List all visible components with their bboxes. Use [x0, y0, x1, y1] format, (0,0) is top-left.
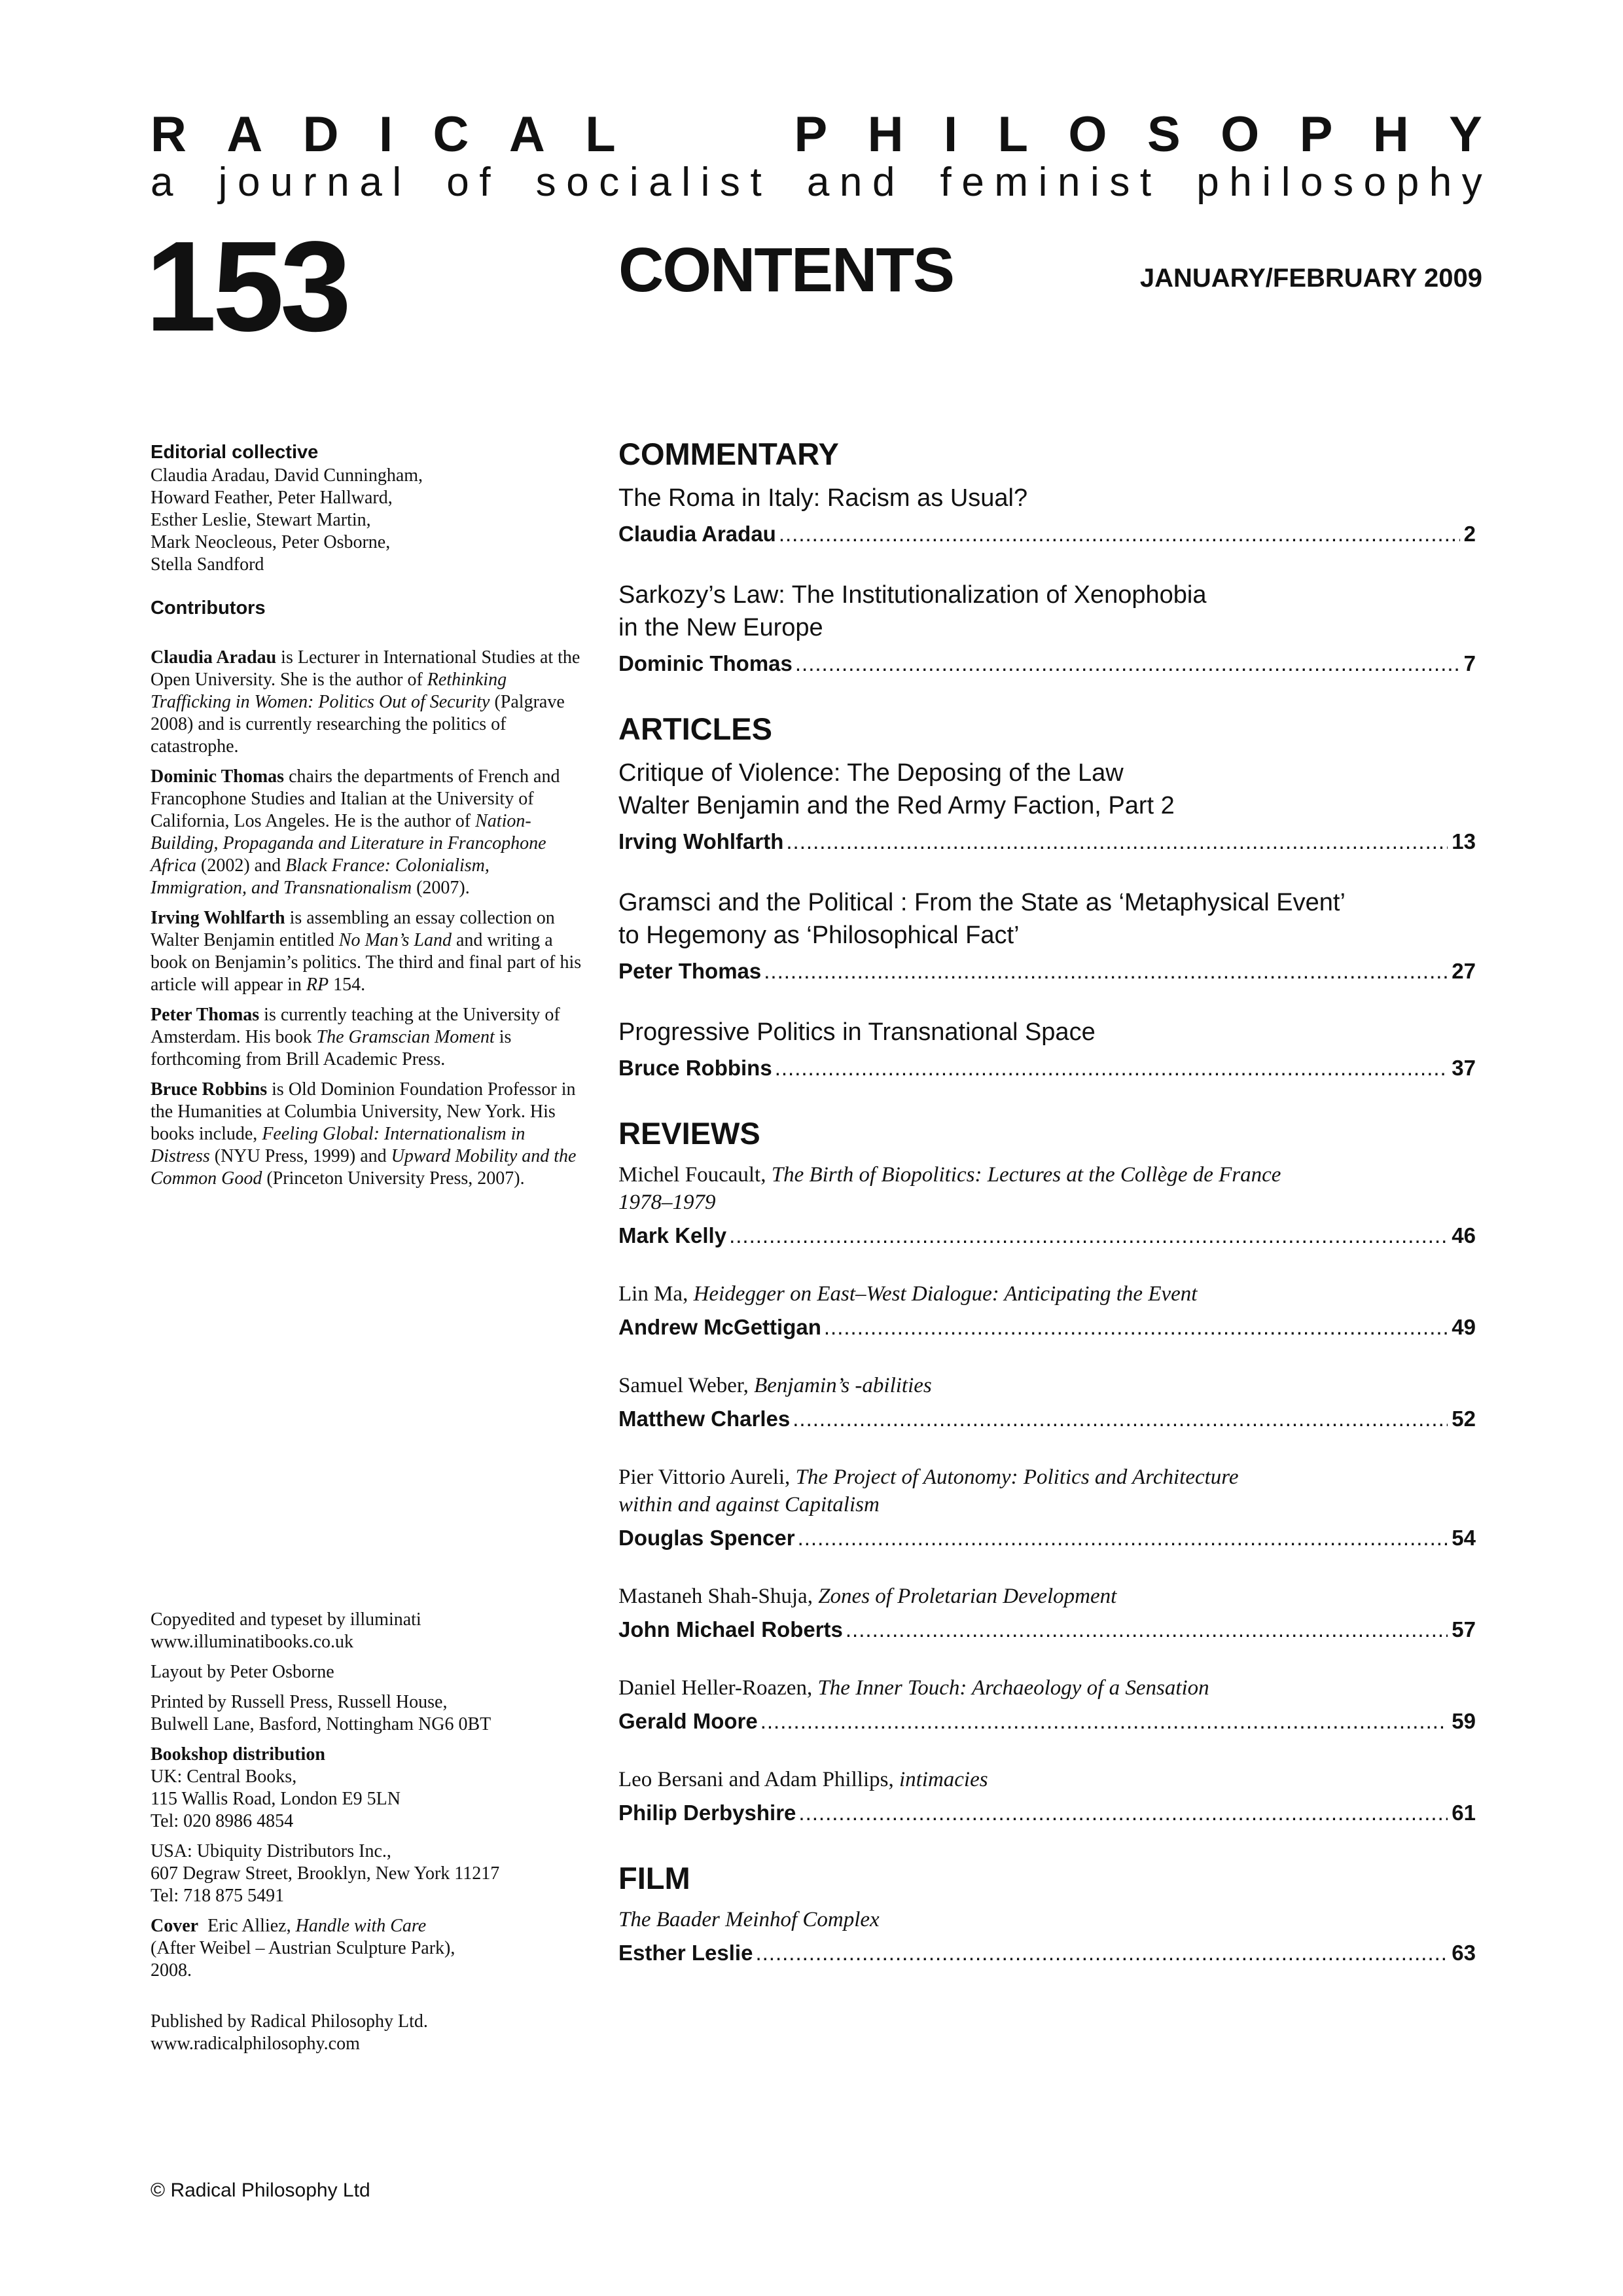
subtitle-letter: p	[1396, 160, 1419, 205]
review-book	[618, 1372, 1476, 1399]
subtitle-letter: t	[750, 160, 762, 205]
subtitle-letter: c	[599, 160, 620, 205]
entry-author: Gerald Moore	[618, 1709, 758, 1733]
cover-credit: Cover Eric Alliez, Handle with Care (After Weibel – Austrian Sculpture Park), 2008.	[151, 1916, 455, 1981]
review-book	[618, 1161, 1476, 1189]
book-title: The Baader Meinhof Complex	[618, 1908, 880, 1931]
contents-heading: CONTENTS	[618, 235, 954, 305]
entry-author: Peter Thomas	[618, 959, 762, 983]
subtitle-letter: i	[1090, 160, 1099, 205]
work-title: Rethinking Trafficking in Women: Politics Out of Security	[151, 670, 507, 712]
subtitle-letter: l	[1281, 160, 1291, 205]
journal-title	[151, 107, 1482, 162]
section-articles	[618, 709, 1476, 1083]
toc-author-line	[618, 1054, 1476, 1083]
review-book	[618, 1491, 1476, 1518]
work-title: Nation-Building, Propaganda and Literature in Francophone Africa	[151, 811, 546, 876]
bio-text: (NYU Press, 1999) and	[209, 1146, 391, 1166]
contributor-bio	[151, 1004, 582, 1071]
article-title: Progressive Politics in Transnational Space	[618, 1018, 1096, 1046]
article-title: Walter Benjamin and the Red Army Faction, Part 2	[618, 792, 1175, 819]
section-reviews	[618, 1114, 1476, 1827]
entry-author: Matthew Charles	[618, 1407, 791, 1431]
review-book	[618, 1463, 1476, 1491]
printer-credit: Printed by Russell Press, Russell House, Bulwell Lane, Basford, Nottingham NG6 0BT	[151, 1692, 491, 1734]
bio-text: (2007).	[412, 878, 470, 898]
title-letter: P	[1299, 107, 1333, 162]
subtitle-letter: r	[303, 160, 317, 205]
title-letter: O	[1068, 107, 1107, 162]
title-letter: I	[378, 107, 393, 162]
word-gap	[183, 162, 208, 203]
subtitle-letter: n	[327, 160, 349, 205]
toc-entry[interactable]	[618, 1463, 1476, 1552]
book-title: The Inner Touch: Archaeology of a Sensation	[817, 1676, 1209, 1700]
article-title: Sarkozy’s Law: The Institutionalization of Xenophobia	[618, 581, 1207, 609]
work-title: RP	[306, 975, 329, 995]
dot-leader	[798, 1524, 1448, 1552]
work-title: The Gramscian Moment	[316, 1027, 495, 1047]
book-author: Michel Foucault,	[618, 1163, 772, 1187]
subtitle-letter: y	[1461, 160, 1482, 205]
toc-author-line	[618, 520, 1476, 548]
article-title: Critique of Violence: The Deposing of the Law	[618, 759, 1124, 787]
toc-entry[interactable]	[618, 886, 1476, 986]
bio-text: is Lecturer in International Studies at the Open University. She is the author of	[151, 647, 580, 690]
book-title: The Birth of Biopolitics: Lectures at the Collège de France	[771, 1163, 1281, 1187]
word-gap	[905, 162, 930, 203]
table-of-contents	[618, 435, 1476, 1999]
contributor-bio	[151, 1079, 582, 1190]
work-title: Feeling Global: Internationalism in Distress	[151, 1124, 526, 1166]
title-letter: H	[867, 107, 904, 162]
review-book	[618, 1674, 1476, 1702]
title-letter: C	[433, 107, 469, 162]
issue-date: JANUARY/FEBRUARY 2009	[1139, 264, 1482, 293]
bio-text: and writing a book on Benjamin’s politics. The third and final part of his article will appear in	[151, 930, 582, 995]
title-letter: S	[1147, 107, 1181, 162]
copyedit-credit: Copyedited and typeset by illuminati www.illuminatibooks.co.uk	[151, 1609, 421, 1652]
bio-text: is forthcoming from Brill Academic Press.	[151, 1027, 512, 1069]
contributors-heading: Contributors	[151, 598, 266, 619]
review-book	[618, 1766, 1476, 1793]
review-book	[618, 1280, 1476, 1308]
contributor-name: Irving Wohlfarth	[151, 908, 285, 928]
subtitle-letter: a	[151, 160, 173, 205]
dot-leader	[779, 520, 1460, 548]
subtitle-letter: o	[1300, 160, 1323, 205]
book-title: Benjamin’s -abilities	[754, 1374, 932, 1397]
subtitle-letter: o	[237, 160, 260, 205]
subtitle-letter: u	[270, 160, 293, 205]
contributor-name: Peter Thomas	[151, 1005, 260, 1025]
subtitle-letter: i	[1262, 160, 1272, 205]
toc-author-line	[618, 1221, 1476, 1250]
section-heading: FILM	[618, 1861, 690, 1895]
publisher-credit: Published by Radical Philosophy Ltd. www.radicalphilosophy.com	[151, 2011, 428, 2054]
toc-entry[interactable]	[618, 1016, 1476, 1083]
book-author: Leo Bersani and Adam Phillips,	[618, 1768, 899, 1791]
toc-entry[interactable]	[618, 1583, 1476, 1644]
entry-author: Douglas Spencer	[618, 1526, 795, 1550]
toc-entry[interactable]	[618, 1161, 1476, 1250]
subtitle-letter: p	[1196, 160, 1219, 205]
editorial-heading: Editorial collective	[151, 442, 319, 463]
issue-number: 153	[145, 215, 348, 358]
word-gap	[501, 162, 526, 203]
title-letter: R	[151, 107, 187, 162]
toc-entry[interactable]	[618, 1766, 1476, 1827]
entry-author: Esther Leslie	[618, 1941, 753, 1965]
review-book	[618, 1906, 1476, 1933]
book-author: Mastaneh Shah-Shuja,	[618, 1585, 819, 1608]
bookshop-heading: Bookshop distribution	[151, 1744, 325, 1765]
book-title: The Project of Autonomy: Politics and Architecture	[795, 1465, 1239, 1489]
subtitle-letter: t	[1139, 160, 1152, 205]
production-credits	[151, 1609, 582, 2063]
subtitle-letter: s	[719, 160, 740, 205]
editorial-line: Mark Neocleous, Peter Osborne,	[151, 532, 391, 552]
left-column	[151, 440, 582, 1198]
layout-credit: Layout by Peter Osborne	[151, 1662, 334, 1682]
article-title: in the New Europe	[618, 614, 823, 641]
entry-author: Mark Kelly	[618, 1223, 727, 1247]
subtitle-letter: s	[1109, 160, 1130, 205]
entry-author: John Michael Roberts	[618, 1617, 843, 1641]
contributor-bio	[151, 766, 582, 899]
book-title: within and against Capitalism	[618, 1493, 880, 1516]
subtitle-letter: s	[535, 160, 556, 205]
subtitle-letter: i	[1038, 160, 1048, 205]
book-title: Zones of Proletarian Development	[818, 1585, 1117, 1608]
title-letter: Y	[1449, 107, 1482, 162]
book-title: Heidegger on East–West Dialogue: Anticipating the Event	[693, 1282, 1198, 1306]
review-book	[618, 1583, 1476, 1610]
contributor-name: Bruce Robbins	[151, 1079, 268, 1100]
bio-text: is currently teaching at the University of Amsterdam. His book	[151, 1005, 560, 1047]
page-number: 2	[1463, 522, 1476, 546]
subtitle-letter: i	[629, 160, 639, 205]
subtitle-letter: s	[1333, 160, 1354, 205]
entry-author: Claudia Aradau	[618, 522, 776, 546]
toc-entry[interactable]	[618, 1674, 1476, 1736]
title-letter: H	[1372, 107, 1409, 162]
dot-leader	[795, 649, 1460, 678]
editorial-members	[151, 465, 582, 576]
article-title: Gramsci and the Political : From the State as ‘Metaphysical Event’	[618, 889, 1346, 916]
title-letter: O	[1221, 107, 1260, 162]
page-number: 52	[1452, 1407, 1476, 1431]
toc-entry[interactable]	[618, 482, 1476, 548]
dot-leader	[793, 1405, 1448, 1433]
page-number: 54	[1452, 1526, 1476, 1550]
dot-leader	[786, 827, 1448, 856]
editorial-line: Esther Leslie, Stewart Martin,	[151, 510, 371, 530]
article-title: The Roma in Italy: Racism as Usual?	[618, 484, 1028, 512]
bio-text: is assembling an essay collection on Walter Benjamin entitled	[151, 908, 555, 950]
page-number: 13	[1452, 829, 1476, 853]
journal-subtitle	[151, 162, 1482, 203]
contributor-bio	[151, 647, 582, 758]
subtitle-letter: m	[994, 160, 1029, 205]
bio-text: 154.	[329, 975, 366, 995]
contributor-name: Dominic Thomas	[151, 766, 285, 787]
work-title: No Man’s Land	[338, 930, 452, 950]
page-number: 49	[1452, 1315, 1476, 1339]
subtitle-letter: f	[940, 160, 952, 205]
subtitle-letter: e	[961, 160, 984, 205]
book-author: Samuel Weber,	[618, 1374, 755, 1397]
subtitle-letter: h	[1429, 160, 1452, 205]
bio-text: (Princeton University Press, 2007).	[262, 1168, 525, 1189]
bio-text: chairs the departments of French and Francophone Studies and Italian at the University of California, Los Angeles. He is the author of	[151, 766, 560, 831]
subtitle-letter: o	[566, 160, 589, 205]
dot-leader	[729, 1221, 1448, 1250]
toc-author-line	[618, 1405, 1476, 1433]
section-commentary	[618, 435, 1476, 678]
page-number: 7	[1463, 651, 1476, 675]
toc-author-line	[618, 1799, 1476, 1827]
contributor-name: Claudia Aradau	[151, 647, 277, 668]
toc-author-line	[618, 1524, 1476, 1552]
toc-author-line	[618, 827, 1476, 856]
subtitle-letter: a	[806, 160, 830, 205]
page-number: 61	[1452, 1801, 1476, 1825]
toc-entry[interactable]	[618, 1372, 1476, 1433]
subtitle-letter: l	[681, 160, 691, 205]
article-title: to Hegemony as ‘Philosophical Fact’	[618, 922, 1020, 949]
contributor-bio	[151, 907, 582, 996]
dot-leader	[775, 1054, 1448, 1083]
subtitle-letter: o	[446, 160, 469, 205]
toc-entry[interactable]	[618, 1906, 1476, 1967]
dot-leader	[755, 1939, 1448, 1967]
page-number: 37	[1452, 1056, 1476, 1080]
dot-leader	[846, 1615, 1448, 1644]
subtitle-letter: a	[359, 160, 382, 205]
title-letter: I	[943, 107, 958, 162]
toc-author-line	[618, 649, 1476, 678]
book-title: intimacies	[899, 1768, 988, 1791]
editorial-line: Claudia Aradau, David Cunningham,	[151, 465, 423, 486]
copyright-notice: © Radical Philosophy Ltd	[151, 2179, 370, 2201]
bio-text: (Palgrave 2008) and is currently researching the politics of catastrophe.	[151, 692, 565, 757]
entry-author: Bruce Robbins	[618, 1056, 772, 1080]
title-letter: L	[585, 107, 616, 162]
subtitle-letter: n	[1057, 160, 1080, 205]
review-book	[618, 1189, 1476, 1216]
title-letter: L	[997, 107, 1028, 162]
page-number: 46	[1452, 1223, 1476, 1247]
word-gap	[656, 110, 754, 160]
toc-author-line	[618, 957, 1476, 986]
bio-text: is Old Dominion Foundation Professor in the Humanities at Columbia University, New York. His books include,	[151, 1079, 576, 1144]
work-title: Black France: Colonialism, Immigration, and Transnationalism	[151, 855, 490, 898]
bio-text: (2002) and	[196, 855, 286, 876]
uk-distributor: UK: Central Books, 115 Wallis Road, London E9 5LN Tel: 020 8986 4854	[151, 1767, 401, 1831]
subtitle-letter: f	[479, 160, 491, 205]
toc-entry[interactable]	[618, 1280, 1476, 1342]
word-gap	[1162, 162, 1186, 203]
subtitle-letter: a	[649, 160, 671, 205]
page-number: 63	[1452, 1941, 1476, 1965]
book-title: 1978–1979	[618, 1191, 716, 1214]
page-number: 57	[1452, 1617, 1476, 1641]
subtitle-letter: d	[872, 160, 895, 205]
work-title: Upward Mobility and the Common Good	[151, 1146, 577, 1189]
toc-entry[interactable]	[618, 579, 1476, 678]
subtitle-letter: n	[839, 160, 863, 205]
section-heading: REVIEWS	[618, 1116, 760, 1151]
book-author: Daniel Heller-Roazen,	[618, 1676, 818, 1700]
usa-distributor: USA: Ubiquity Distributors Inc., 607 Degraw Street, Brooklyn, New York 11217 Tel: 718 875 5491	[151, 1841, 500, 1906]
toc-author-line	[618, 1939, 1476, 1967]
subtitle-letter: o	[1363, 160, 1387, 205]
entry-author: Philip Derbyshire	[618, 1801, 796, 1825]
subtitle-letter: i	[700, 160, 710, 205]
toc-entry[interactable]	[618, 757, 1476, 856]
book-author: Pier Vittorio Aureli,	[618, 1465, 796, 1489]
dot-leader	[798, 1799, 1448, 1827]
dot-leader	[824, 1313, 1448, 1342]
book-author: Lin Ma,	[618, 1282, 694, 1306]
entry-author: Dominic Thomas	[618, 651, 793, 675]
entry-author: Andrew McGettigan	[618, 1315, 821, 1339]
toc-author-line	[618, 1707, 1476, 1736]
title-letter: A	[508, 107, 545, 162]
title-letter: P	[794, 107, 828, 162]
title-letter: D	[302, 107, 339, 162]
contributor-bios	[151, 647, 582, 1190]
page-number: 59	[1452, 1709, 1476, 1733]
section-heading: ARTICLES	[618, 711, 772, 746]
toc-author-line	[618, 1313, 1476, 1342]
subtitle-letter: j	[218, 160, 228, 205]
editorial-line: Stella Sandford	[151, 554, 264, 575]
subtitle-letter: h	[1229, 160, 1252, 205]
word-gap	[412, 162, 437, 203]
dot-leader	[760, 1707, 1448, 1736]
section-film	[618, 1859, 1476, 1967]
title-letter: A	[226, 107, 263, 162]
toc-author-line	[618, 1615, 1476, 1644]
section-heading: COMMENTARY	[618, 437, 839, 471]
dot-leader	[764, 957, 1448, 986]
word-gap	[772, 162, 796, 203]
page-number: 27	[1452, 959, 1476, 983]
editorial-line: Howard Feather, Peter Hallward,	[151, 488, 393, 508]
entry-author: Irving Wohlfarth	[618, 829, 784, 853]
subtitle-letter: l	[392, 160, 402, 205]
